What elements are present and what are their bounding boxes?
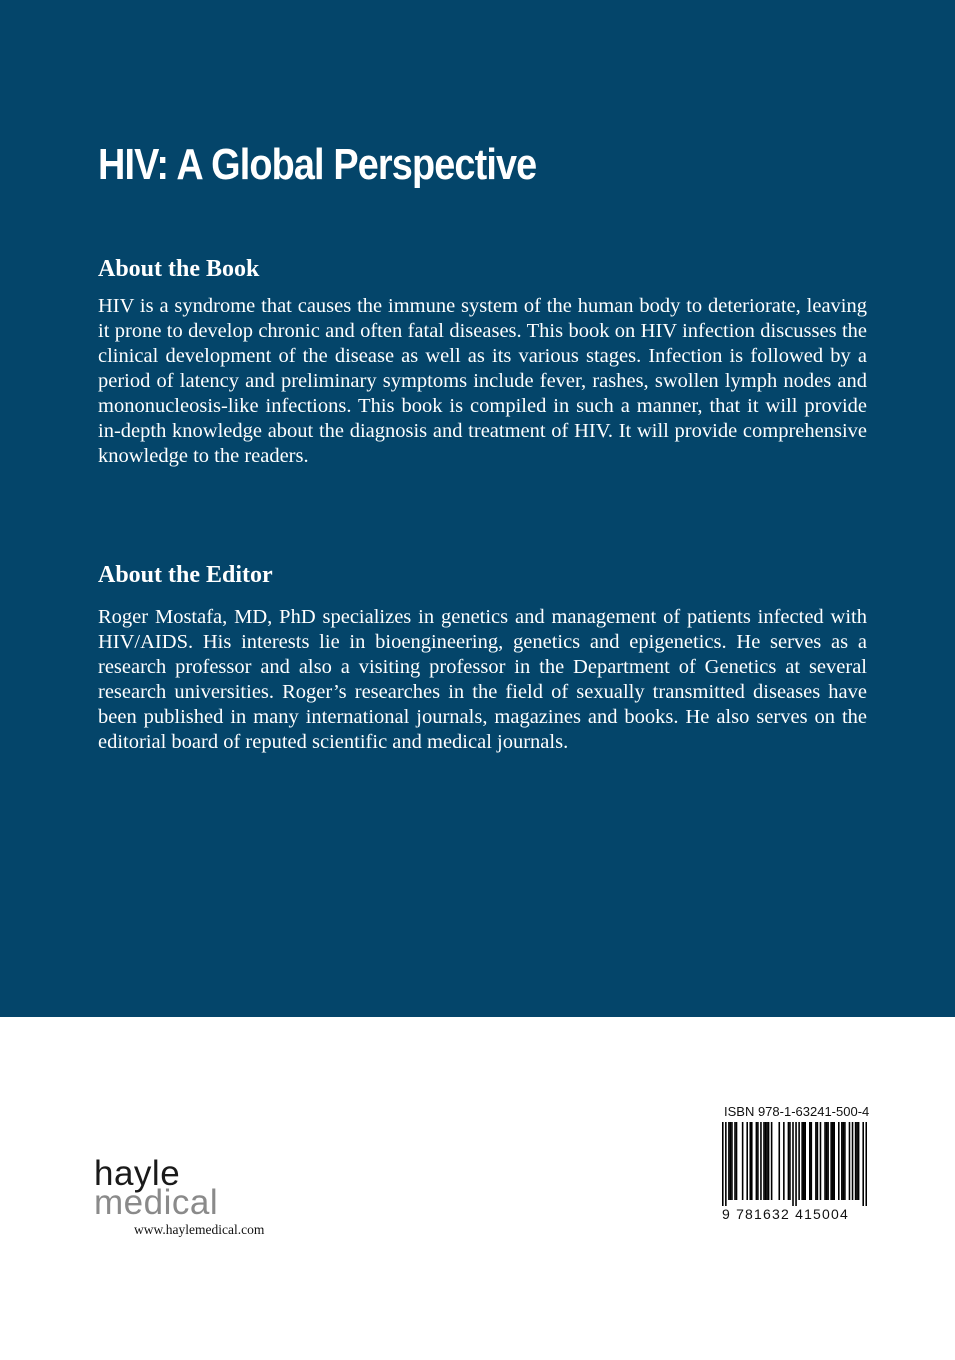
- barcode-bar: [789, 1122, 791, 1200]
- book-title: HIV: A Global Perspective: [98, 140, 537, 189]
- barcode-bar: [817, 1122, 819, 1200]
- barcode-bar: [820, 1122, 822, 1200]
- barcode-bar: [862, 1122, 864, 1206]
- isbn-barcode: [722, 1104, 870, 1222]
- barcode-bar: [763, 1122, 765, 1200]
- barcode-bar: [801, 1122, 803, 1200]
- barcode-bar: [844, 1122, 846, 1200]
- publisher-website: www.haylemedical.com: [134, 1222, 265, 1237]
- barcode-bar: [760, 1122, 762, 1200]
- about-book-heading: About the Book: [98, 256, 260, 282]
- barcode-bar: [803, 1122, 805, 1200]
- barcode-bar: [756, 1122, 758, 1200]
- barcode-bar: [749, 1122, 751, 1200]
- barcode-bar: [765, 1122, 767, 1200]
- barcode-bar: [742, 1122, 744, 1200]
- barcode-bar: [815, 1122, 817, 1200]
- about-book-text: HIV is a syndrome that causes the immune system of the human body to deteriorate, leaving it prone to develop chronic and often fatal diseases. This book on HIV infection discusses the clinical development of the disease as well as its various stages. Infection is followed by a period of latency and preliminary symptoms include fever, rashes, swollen lymph nodes and mononucleosis-like infections. This book is compiled in such a manner, that it will provide in-depth knowledge about the diagnosis and treatment of HIV. It will provide comprehensive knowledge to the readers.: [98, 295, 867, 467]
- barcode-bar: [783, 1122, 785, 1200]
- barcode-bar: [824, 1122, 826, 1200]
- barcode-bar: [771, 1122, 773, 1200]
- barcode-bar: [766, 1122, 768, 1200]
- barcode-bar: [841, 1122, 843, 1200]
- barcode-bar: [751, 1122, 753, 1200]
- barcode-bar: [804, 1122, 806, 1200]
- barcode-bar: [728, 1122, 730, 1200]
- barcode-bar: [849, 1122, 851, 1200]
- barcode-bar: [830, 1122, 832, 1200]
- barcode-bar: [826, 1122, 828, 1200]
- publisher-logo: [94, 1154, 294, 1238]
- barcode-bar: [725, 1122, 727, 1206]
- logo-word-medical: medical: [94, 1183, 219, 1222]
- barcode-bar: [855, 1122, 857, 1200]
- barcode-digits: 9 781632 415004: [722, 1206, 849, 1222]
- barcode-bar: [746, 1122, 748, 1200]
- barcode-bar: [730, 1122, 732, 1200]
- barcode-bar: [843, 1122, 845, 1200]
- barcode-bar: [722, 1122, 724, 1206]
- barcode-bar: [792, 1122, 794, 1206]
- about-editor-heading: About the Editor: [98, 562, 273, 588]
- barcode-bar: [852, 1122, 854, 1200]
- barcode-bar: [856, 1122, 858, 1200]
- barcode-bar: [811, 1122, 813, 1200]
- about-editor-text: Roger Mostafa, MD, PhD specializes in genetics and management of patients infected with HIV/AIDS. His interests lie in bioengineering, genetics and epigenetics. He serves as a research professor and also a visiting professor in the Department of Genetics at several research universities. Roger’s researches in the field of sexually transmitted diseases have been published in many international journals, magazines and books. He also serves on the editorial board of reputed scientific and medical journals.: [98, 606, 867, 753]
- barcode-bar: [827, 1122, 829, 1200]
- barcode-bar: [731, 1122, 733, 1200]
- barcode-bar: [832, 1122, 834, 1200]
- barcode-bar: [795, 1122, 797, 1206]
- isbn-label: ISBN 978-1-63241-500-4: [724, 1104, 870, 1119]
- barcode-bar: [788, 1122, 790, 1200]
- barcode-bar: [865, 1122, 867, 1206]
- barcode-bar: [736, 1122, 738, 1200]
- barcode-bar: [809, 1122, 811, 1200]
- barcode-bar: [833, 1122, 835, 1200]
- barcode-bar: [778, 1122, 780, 1200]
- barcode-bar: [858, 1122, 860, 1200]
- logo-word-hayle: hayle: [94, 1154, 181, 1193]
- barcode-bar: [798, 1122, 800, 1200]
- barcode-bar: [734, 1122, 736, 1200]
- barcode-bar: [838, 1122, 840, 1200]
- barcode-bar: [768, 1122, 770, 1200]
- barcode-bar: [757, 1122, 759, 1200]
- barcode-image: [722, 1122, 867, 1206]
